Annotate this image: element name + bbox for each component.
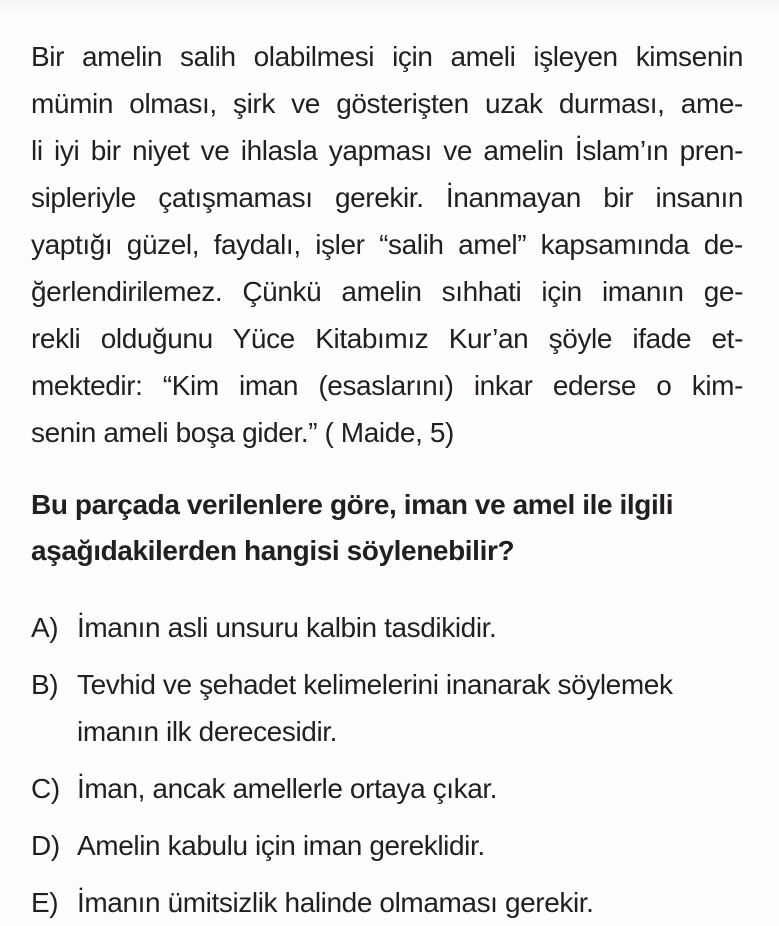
passage-line: Bir amelin salih olabilmesi için ameli işleyen kimsenin	[31, 41, 743, 72]
option-b-line: imanın ilk derecesidir.	[77, 716, 338, 747]
option-c-letter: C)	[31, 773, 60, 804]
option-d-letter: D)	[31, 830, 60, 861]
option-c	[31, 765, 743, 812]
option-e	[31, 879, 743, 926]
option-a-text	[77, 604, 743, 651]
option-b	[31, 661, 743, 755]
option-b-line: Tevhid ve şehadet kelimelerini inanarak söylemek	[77, 669, 673, 700]
question-stem-line: Bu parçada verilenlere göre, iman ve amel ile ilgili	[31, 489, 674, 520]
option-d	[31, 822, 743, 869]
passage-line: yaptığı güzel, faydalı, işler “salih amel” kapsamında de-	[31, 229, 743, 260]
passage-line: mümin olması, şirk ve gösterişten uzak durması, ame-	[31, 88, 743, 119]
passage-line: rekli olduğunu Yüce Kitabımız Kur’an şöyle ifade et-	[31, 323, 743, 354]
option-e-text	[77, 879, 743, 926]
passage-line: sipleriyle çatışmaması gerekir. İnanmayan bir insanın	[31, 182, 743, 213]
passage-line: ğerlendirilemez. Çünkü amelin sıhhati için imanın ge-	[31, 276, 743, 307]
option-a-line: İmanın asli unsuru kalbin tasdikidir.	[77, 612, 497, 643]
option-b-letter: B)	[31, 669, 59, 700]
question-stem-line: aşağıdakilerden hangisi söylenebilir?	[31, 535, 515, 566]
passage	[31, 33, 743, 456]
option-e-letter: E)	[31, 887, 59, 918]
passage-line: senin ameli boşa gider.” ( Maide, 5)	[31, 417, 454, 448]
passage-line: mektedir: “Kim iman (esaslarını) inkar ederse o kim-	[31, 370, 743, 401]
option-d-line: Amelin kabulu için iman gereklidir.	[77, 830, 485, 861]
question-stem	[31, 482, 743, 574]
option-c-text	[77, 765, 743, 812]
option-a	[31, 604, 743, 651]
option-a-letter: A)	[31, 612, 59, 643]
options-list	[31, 604, 743, 926]
passage-line: li iyi bir niyet ve ihlasla yapması ve amelin İslam’ın pren-	[31, 135, 743, 166]
option-e-line: İmanın ümitsizlik halinde olmaması gerekir.	[77, 887, 594, 918]
option-d-text	[77, 822, 743, 869]
option-b-text	[77, 661, 743, 755]
option-c-line: İman, ancak amellerle ortaya çıkar.	[77, 773, 498, 804]
